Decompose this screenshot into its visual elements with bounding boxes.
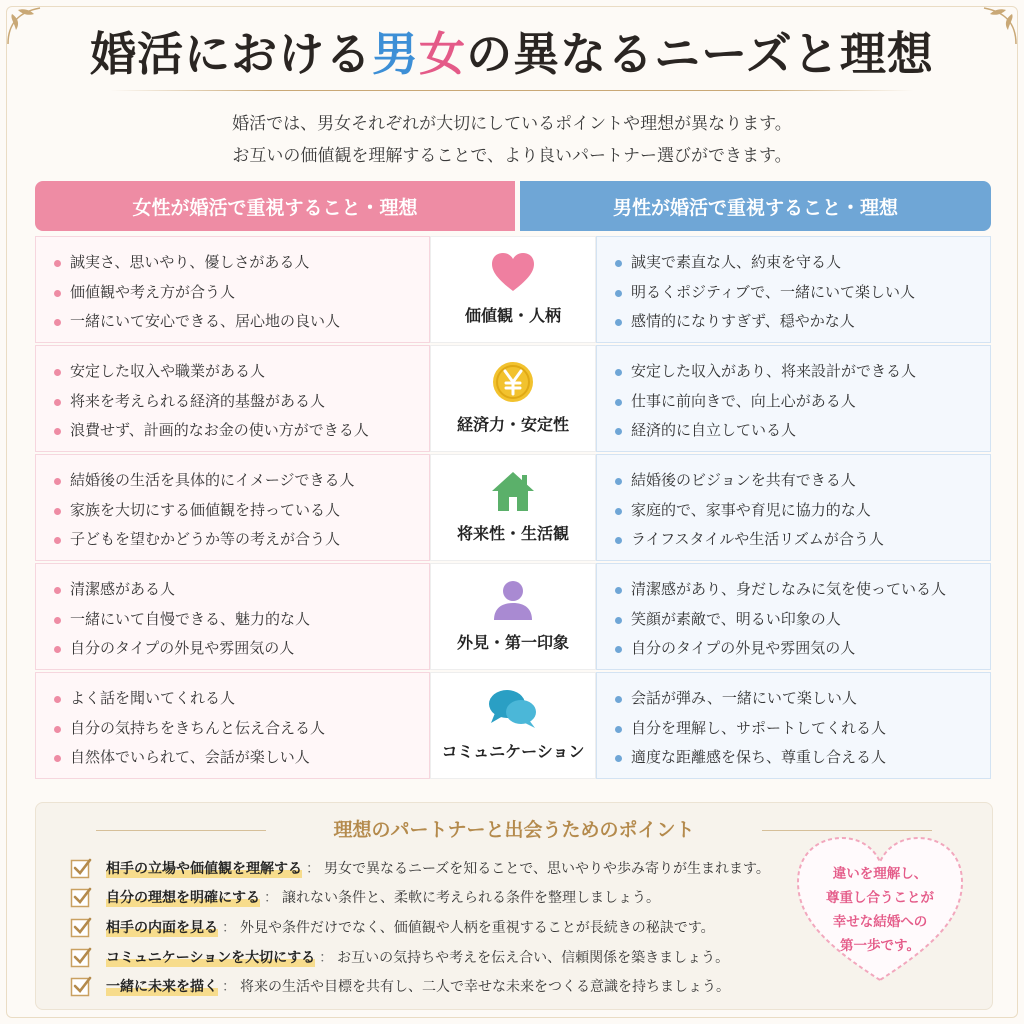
list-item: 自分のタイプの外見や雰囲気の人 xyxy=(611,634,990,664)
list-item xyxy=(70,853,860,883)
tip-text: お互いの気持ちや考えを伝え合い、信頼関係を築きましょう。 xyxy=(337,949,730,966)
list-item xyxy=(70,883,860,913)
women-cell xyxy=(35,672,430,779)
tip-separator: ： xyxy=(319,949,334,966)
checkbox-icon xyxy=(70,975,92,997)
list-item: 自分の気持ちをきちんと伝え合える人 xyxy=(50,714,429,744)
tip-key: 一緒に未来を描く xyxy=(106,976,218,996)
heart-text xyxy=(790,862,970,958)
category-label: コミュニケーション xyxy=(441,742,585,761)
list-item xyxy=(70,912,860,942)
tip-separator: ： xyxy=(306,860,320,877)
checkbox-icon xyxy=(70,916,92,938)
category-cell xyxy=(430,454,596,561)
women-cell xyxy=(35,454,430,561)
title-woman: 女 xyxy=(419,27,467,81)
table-row xyxy=(35,345,991,452)
women-cell xyxy=(35,563,430,670)
tip-separator: ： xyxy=(222,979,236,996)
list-item: 誠実で素直な人、約束を守る人 xyxy=(611,248,990,278)
speech-bubbles-icon xyxy=(487,687,539,731)
tip-key: 相手の内面を見る xyxy=(106,917,218,937)
list-item: 誠実さ、思いやり、優しさがある人 xyxy=(50,248,429,278)
category-label: 価値観・人柄 xyxy=(464,306,561,325)
list-item xyxy=(70,942,860,972)
category-cell xyxy=(430,563,596,670)
title-divider xyxy=(110,90,914,91)
men-cell xyxy=(596,672,991,779)
checkbox-icon xyxy=(70,946,92,968)
category-label: 経済力・安定性 xyxy=(456,415,569,434)
list-item: 経済的に自立している人 xyxy=(611,416,990,446)
men-column-header: 男性が婚活で重視すること・理想 xyxy=(520,181,991,231)
title-part1: 婚活における xyxy=(90,27,373,81)
title-man: 男 xyxy=(372,27,420,81)
list-item: 安定した収入があり、将来設計ができる人 xyxy=(611,357,990,387)
tip-text: 男女で異なるニーズを知ることで、思いやりや歩み寄りが生まれます。 xyxy=(324,860,770,877)
men-cell xyxy=(596,563,991,670)
list-item: 清潔感があり、身だしなみに気を使っている人 xyxy=(611,575,990,605)
list-item: 会話が弾み、一緒にいて楽しい人 xyxy=(611,684,990,714)
women-cell xyxy=(35,345,430,452)
list-item: 家族を大切にする価値観を持っている人 xyxy=(50,496,429,526)
list-item: 将来を考えられる経済的基盤がある人 xyxy=(50,387,429,417)
category-cell xyxy=(430,672,596,779)
list-item: 自分を理解し、サポートしてくれる人 xyxy=(611,714,990,744)
list-item: 家庭的で、家事や育児に協力的な人 xyxy=(611,496,990,526)
page-title xyxy=(0,18,1024,84)
list-item: 子どもを望むかどうか等の考えが合う人 xyxy=(50,525,429,555)
list-item: 感情的になりすぎず、穏やかな人 xyxy=(611,307,990,337)
tip-separator: ： xyxy=(222,919,236,936)
title-part2: の異なるニーズと理想 xyxy=(466,27,934,81)
list-item: 結婚後の生活を具体的にイメージできる人 xyxy=(50,466,429,496)
list-item: 一緒にいて安心できる、居心地の良い人 xyxy=(50,307,429,337)
table-row xyxy=(35,454,991,561)
heart-icon xyxy=(490,251,536,293)
men-cell xyxy=(596,236,991,343)
intro-text xyxy=(0,108,1024,172)
tip-text: 譲れない条件と、柔軟に考えられる条件を整理しましょう。 xyxy=(282,890,660,907)
category-cell xyxy=(430,345,596,452)
list-item: 安定した収入や職業がある人 xyxy=(50,357,429,387)
comparison-table xyxy=(35,236,991,782)
list-item: 自分のタイプの外見や雰囲気の人 xyxy=(50,634,429,664)
tip-key: 相手の立場や価値観を理解する xyxy=(106,858,302,878)
heart-line: 第一歩です。 xyxy=(840,938,920,954)
heart-line: 幸せな結婚への xyxy=(832,914,928,930)
list-item: 仕事に前向きで、向上心がある人 xyxy=(611,387,990,417)
category-label: 外見・第一印象 xyxy=(456,633,569,652)
list-item: 笑顔が素敵で、明るい印象の人 xyxy=(611,605,990,635)
house-icon xyxy=(489,469,537,513)
list-item: 浪費せず、計画的なお金の使い方ができる人 xyxy=(50,416,429,446)
table-row xyxy=(35,672,991,779)
list-item: 適度な距離感を保ち、尊重し合える人 xyxy=(611,743,990,773)
men-cell xyxy=(596,345,991,452)
list-item: 清潔感がある人 xyxy=(50,575,429,605)
list-item xyxy=(70,971,860,1001)
list-item: 価値観や考え方が合う人 xyxy=(50,278,429,308)
intro-line1: 婚活では、男女それぞれが大切にしているポイントや理想が異なります。 xyxy=(232,114,792,134)
list-item: よく話を聞いてくれる人 xyxy=(50,684,429,714)
tip-key: 自分の理想を明確にする xyxy=(106,887,260,907)
men-cell xyxy=(596,454,991,561)
list-item: 結婚後のビジョンを共有できる人 xyxy=(611,466,990,496)
heart-line: 尊重し合うことが xyxy=(826,890,934,906)
heart-line: 違いを理解し、 xyxy=(832,866,928,882)
tip-separator: ： xyxy=(264,890,278,907)
table-row xyxy=(35,563,991,670)
list-item: 明るくポジティブで、一緒にいて楽しい人 xyxy=(611,278,990,308)
person-icon xyxy=(491,578,535,622)
tip-text: 外見や条件だけでなく、価値観や人柄を重視することが長続きの秘訣です。 xyxy=(240,919,715,936)
table-row xyxy=(35,236,991,343)
tip-key: コミュニケーションを大切にする xyxy=(106,947,315,967)
category-label: 将来性・生活観 xyxy=(456,524,569,543)
list-item: 自然体でいられて、会話が楽しい人 xyxy=(50,743,429,773)
tip-text: 将来の生活や目標を共有し、二人で幸せな未来をつくる意識を持ちましょう。 xyxy=(240,979,730,996)
list-item: 一緒にいて自慢できる、魅力的な人 xyxy=(50,605,429,635)
yen-coin-icon xyxy=(491,360,535,404)
women-column-header: 女性が婚活で重視すること・理想 xyxy=(35,181,515,231)
tips-list xyxy=(70,853,860,1001)
tips-title: 理想のパートナーと出会うためのポイント xyxy=(333,819,695,841)
category-cell xyxy=(430,236,596,343)
intro-line2: お互いの価値観を理解することで、より良いパートナー選びができます。 xyxy=(232,146,792,166)
checkbox-icon xyxy=(70,857,92,879)
women-cell xyxy=(35,236,430,343)
heart-message xyxy=(790,830,970,990)
checkbox-icon xyxy=(70,886,92,908)
list-item: ライフスタイルや生活リズムが合う人 xyxy=(611,525,990,555)
